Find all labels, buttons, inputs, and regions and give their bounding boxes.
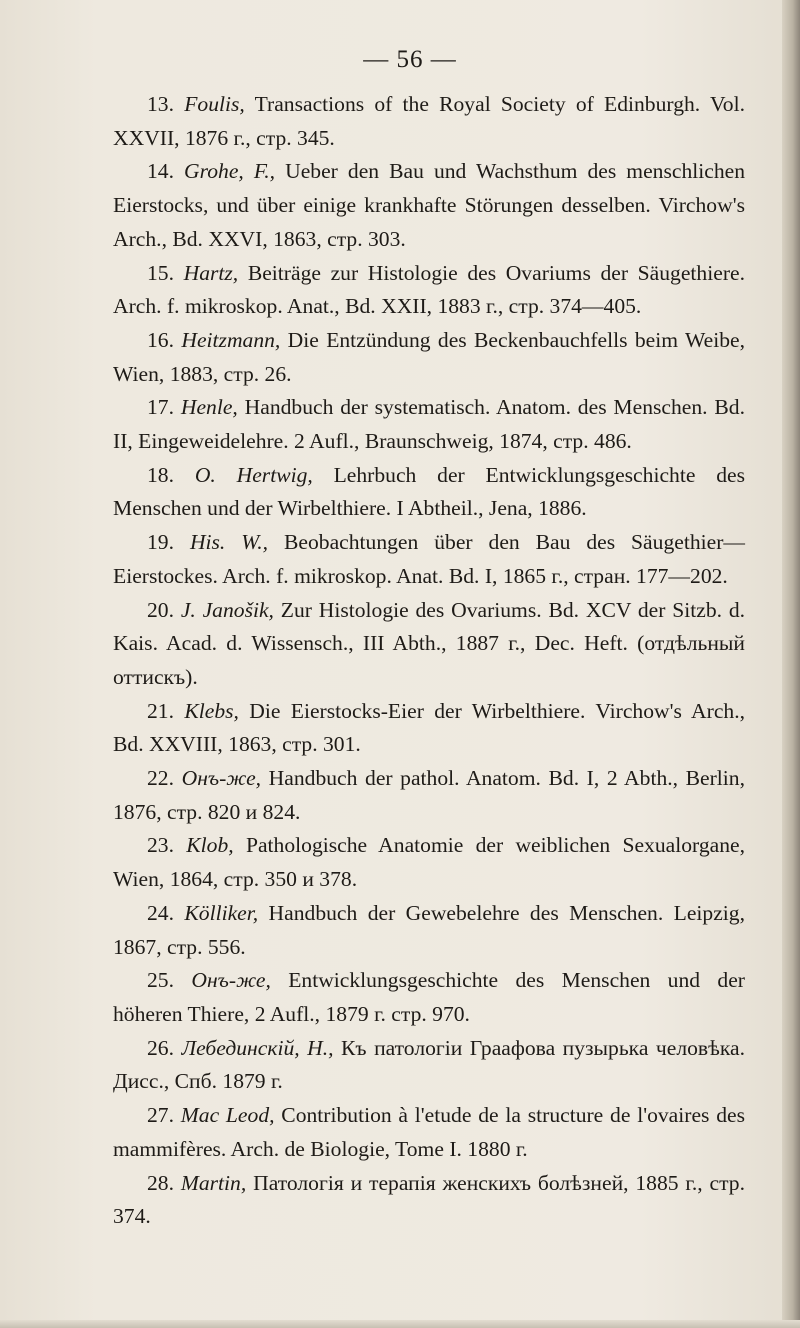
reference-entry — [113, 88, 745, 155]
reference-entry — [113, 897, 745, 964]
reference-number: 24. — [147, 900, 174, 925]
reference-text: Zur Histologie des Ovariums. Bd. XCV der Sitzb. d. Kais. Acad. d. Wissensch., III Abth., 1887 г., Dec. Heft. (отдѣльный оттискъ). — [113, 597, 746, 689]
reference-entry — [113, 1032, 745, 1099]
reference-number: 14. — [147, 159, 174, 184]
reference-number: 21. — [147, 698, 174, 723]
reference-number: 20. — [147, 597, 174, 622]
reference-author: Онъ-же, — [191, 968, 271, 993]
reference-entry — [113, 459, 745, 526]
reference-text: Патологія и терапія женскихъ болѣзней, 1885 г., стр. 374. — [113, 1170, 745, 1229]
reference-entry — [113, 762, 745, 829]
reference-author: Онъ-же, — [181, 766, 262, 791]
reference-author: Kölliker, — [184, 900, 259, 925]
reference-text: Beiträge zur Histologie des Ovariums der Säugethiere. Arch. f. mikroskop. Anat., Bd. XXII, 1883 г., стр. 374—405. — [113, 260, 745, 319]
reference-entry — [113, 1167, 745, 1234]
reference-entry — [113, 155, 745, 256]
reference-entry — [113, 964, 745, 1031]
reference-number: 13. — [147, 92, 174, 116]
reference-number: 16. — [147, 327, 174, 352]
reference-entry — [113, 594, 745, 695]
reference-number: 27. — [147, 1103, 174, 1128]
reference-number: 22. — [147, 766, 174, 791]
reference-entry — [113, 324, 745, 391]
reference-author: Heitzmann, — [181, 327, 281, 352]
reference-text: Ueber den Bau und Wachsthum des menschlichen Eierstocks, und über einige krankhafte Störungen desselben. Virchow's Arch., Bd. XXVI, 1863, стр. 303. — [113, 159, 746, 251]
reference-text: Die Eierstocks-Eier der Wirbelthiere. Virchow's Arch., Bd. XXVIII, 1863, стр. 301. — [113, 698, 745, 757]
page-number: — 56 — — [363, 46, 457, 73]
reference-text: Handbuch der systematisch. Anatom. des Menschen. Bd. II, Eingeweidelehre. 2 Aufl., Braunschweig, 1874, стр. 486. — [113, 395, 745, 454]
page-edge-shadow — [782, 0, 800, 1328]
reference-number: 19. — [147, 530, 174, 555]
reference-author: Martin, — [180, 1170, 247, 1195]
reference-entry — [113, 1099, 745, 1166]
reference-author: Grohe, F., — [184, 159, 276, 184]
reference-entry — [113, 829, 745, 896]
reference-author: Klob, — [186, 833, 234, 858]
reference-number: 23. — [147, 833, 174, 858]
reference-number: 25. — [147, 968, 174, 993]
reference-number: 18. — [147, 462, 174, 487]
reference-text: Pathologische Anatomie der weiblichen Sexualorgane, Wien, 1864, стр. 350 и 378. — [113, 833, 745, 892]
reference-number: 26. — [147, 1035, 174, 1060]
reference-text: Handbuch der Gewebelehre des Menschen. Leipzig, 1867, стр. 556. — [113, 900, 745, 959]
reference-number: 15. — [147, 260, 174, 285]
reference-entry — [113, 695, 745, 762]
reference-text: Beobachtungen über den Bau des Säugethier—Eierstockes. Arch. f. mikroskop. Anat. Bd. I, 1865 г., стран. 177—202. — [113, 530, 745, 588]
reference-text: Transactions of the Royal Society of Edinburgh. Vol. XXVII, 1876 г., стр. 345. — [113, 92, 745, 150]
reference-number: 28. — [147, 1170, 174, 1195]
reference-number: 17. — [147, 395, 174, 420]
reference-entry — [113, 526, 745, 593]
reference-author: Henle, — [180, 395, 238, 420]
reference-author: Klebs, — [184, 698, 239, 723]
reference-author: Лебединскій, Н., — [181, 1035, 334, 1060]
reference-text: Contribution à l'etude de la structure de l'ovaires des mammifères. Arch. de Biologie, Tome I. 1880 г. — [113, 1103, 745, 1161]
page-bottom-edge — [0, 1320, 800, 1328]
reference-author: Mac Leod, — [180, 1103, 275, 1128]
reference-text: Die Entzündung des Beckenbauchfells beim Weibe, Wien, 1883, стр. 26. — [113, 327, 746, 386]
reference-entry — [113, 257, 745, 324]
reference-author: Hartz, — [183, 260, 239, 285]
reference-text: Entwicklungsgeschichte des Menschen und der höheren Thiere, 2 Aufl., 1879 г. стр. 970. — [113, 968, 745, 1026]
reference-entry — [113, 391, 745, 458]
reference-text: Lehrbuch der Entwicklungsgeschichte des Menschen und der Wirbelthiere. I Abtheil., Jena, 1886. — [113, 462, 745, 521]
reference-list — [113, 88, 745, 1234]
reference-author: Foulis, — [184, 92, 245, 116]
reference-author: J. Janošik, — [180, 597, 274, 622]
reference-author: His. W., — [189, 530, 269, 555]
reference-text: Handbuch der pathol. Anatom. Bd. I, 2 Abth., Berlin, 1876, стр. 820 и 824. — [113, 766, 745, 824]
reference-author: O. Hertwig, — [194, 462, 313, 487]
reference-text: Къ патологіи Граафова пузырька человѣка. Дисс., Спб. 1879 г. — [113, 1035, 745, 1094]
